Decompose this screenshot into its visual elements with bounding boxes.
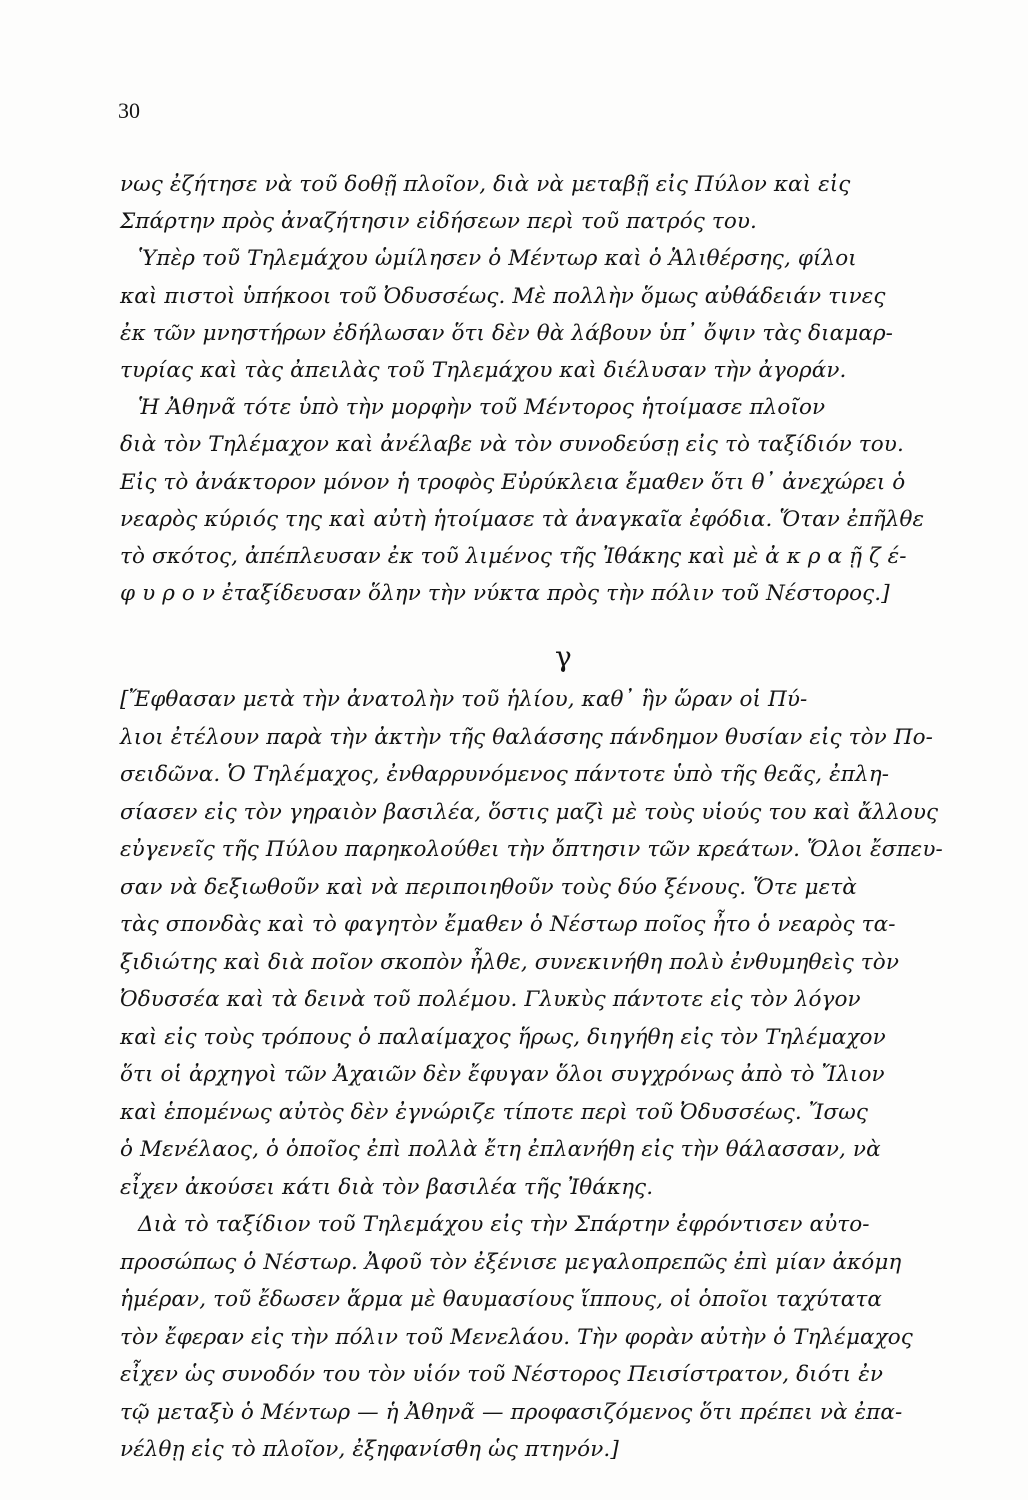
text-line: λιοι ἐτέλουν παρὰ τὴν ἀκτὴν τῆς θαλάσσης πάνδημον θυσίαν εἰς τὸν Πο- (120, 724, 934, 750)
text-line: τυρίας καὶ τὰς ἀπειλὰς τοῦ Τηλεμάχου καὶ διέλυσαν τὴν ἀγοράν. (120, 358, 847, 383)
text-line: τῷ μεταξὺ ὁ Μέντωρ — ἡ Ἀθηνᾶ — προφασιζόμενος ὅτι πρέπει νὰ ἐπα- (120, 1399, 903, 1425)
text-line: τὸ σκότος, ἀπέπλευσαν ἐκ τοῦ λιμένος τῆς Ἰθάκης καὶ μὲ ἀ κ ρ α ῇ ζ έ- (120, 544, 907, 569)
text-line: ἡμέραν, τοῦ ἔδωσεν ἅρμα μὲ θαυμασίους ἵππους, οἱ ὁποῖοι ταχύτατα (120, 1287, 883, 1312)
text-line: Εἰς τὸ ἀνάκτορον μόνον ἡ τροφὸς Εὐρύκλεια ἔμαθεν ὅτι θ᾽ ἀνεχώρει ὁ (120, 469, 906, 495)
text-line: νως ἐζήτησε νὰ τοῦ δοθῇ πλοῖον, διὰ νὰ μεταβῇ εἰς Πύλον καὶ εἰς (120, 172, 851, 197)
text-line: νέλθῃ εἰς τὸ πλοῖον, ἐξηφανίσθη ὡς πτηνόν.] (120, 1437, 619, 1462)
text-line: Ὀδυσσέα καὶ τὰ δεινὰ τοῦ πολέμου. Γλυκὺς πάντοτε εἰς τὸν λόγον (120, 987, 861, 1012)
text-line: σαν νὰ δεξιωθοῦν καὶ νὰ περιποιηθοῦν τοὺς δύο ξένους. Ὅτε μετὰ (120, 874, 857, 900)
text-line: εἶχεν ἀκούσει κάτι διὰ τὸν βασιλέα τῆς Ἰθάκης. (120, 1174, 654, 1200)
text-line: Ἡ Ἀθηνᾶ τότε ὑπὸ τὴν μορφὴν τοῦ Μέντορος ἡτοίμασε πλοῖον (138, 395, 826, 421)
text-line: Σπάρτην πρὸς ἀναζήτησιν εἰδήσεων περὶ τοῦ πατρός του. (120, 209, 757, 235)
text-line: [Ἔφθασαν μετὰ τὴν ἀνατολὴν τοῦ ἡλίου, καθ᾽ ἣν ὥραν οἱ Πύ- (120, 687, 808, 712)
text-line: ὅτι οἱ ἀρχηγοὶ τῶν Ἀχαιῶν δὲν ἔφυγαν ὅλοι συγχρόνως ἀπὸ τὸ Ἴλιον (120, 1062, 885, 1087)
section-marker: γ (555, 640, 572, 673)
text-line: διὰ τὸν Τηλέμαχον καὶ ἀνέλαβε νὰ τὸν συνοδεύσῃ εἰς τὸ ταξίδιόν του. (120, 432, 904, 458)
page-number: 30 (118, 98, 140, 123)
text-line: καὶ εἰς τοὺς τρόπους ὁ παλαίμαχος ἥρως, διηγήθη εἰς τὸν Τηλέμαχον (120, 1024, 886, 1050)
text-line: Διὰ τὸ ταξίδιον τοῦ Τηλεμάχου εἰς τὴν Σπάρτην ἐφρόντισεν αὐτο- (138, 1212, 870, 1237)
text-line: τὰς σπονδὰς καὶ τὸ φαγητὸν ἔμαθεν ὁ Νέστωρ ποῖος ἦτο ὁ νεαρὸς τα- (120, 912, 896, 937)
text-line: Ὑπὲρ τοῦ Τηλεμάχου ὡμίλησεν ὁ Μέντωρ καὶ ὁ Ἁλιθέρσης, φίλοι (138, 246, 857, 272)
text-line: ξιδιώτης καὶ διὰ ποῖον σκοπὸν ἦλθε, συνεκινήθη πολὺ ἐνθυμηθεὶς τὸν (120, 949, 900, 975)
text-line: σίασεν εἰς τὸν γηραιὸν βασιλέα, ὅστις μαζὶ μὲ τοὺς υἱούς του καὶ ἄλλους (120, 799, 939, 825)
text-line: σειδῶνα. Ὁ Τηλέμαχος, ἐνθαρρυνόμενος πάντοτε ὑπὸ τῆς θεᾶς, ἐπλη- (120, 762, 890, 787)
text-line: προσώπως ὁ Νέστωρ. Ἀφοῦ τὸν ἐξένισε μεγαλοπρεπῶς ἐπὶ μίαν ἀκόμη (120, 1249, 902, 1275)
text-line: καὶ ἑπομένως αὐτὸς δὲν ἐγνώριζε τίποτε περὶ τοῦ Ὀδυσσέως. Ἴσως (120, 1099, 869, 1125)
text-line: καὶ πιστοὶ ὑπήκοοι τοῦ Ὀδυσσέως. Μὲ πολλὴν ὅμως αὐθάδειάν τινες (120, 283, 886, 309)
text-line: εἶχεν ὡς συνοδόν του τὸν υἱόν τοῦ Νέστορος Πεισίστρατον, διότι ἐν (120, 1362, 884, 1387)
text-line: ἐκ τῶν μνηστήρων ἐδήλωσαν ὅτι δὲν θὰ λάβουν ὑπ᾽ ὄψιν τὰς διαμαρ- (120, 320, 894, 346)
text-line: φ υ ρ ο ν ἐταξίδευσαν ὅλην τὴν νύκτα πρὸς τὴν πόλιν τοῦ Νέστορος.] (120, 581, 890, 607)
text-line: τὸν ἔφεραν εἰς τὴν πόλιν τοῦ Μενελάου. Τὴν φορὰν αὐτὴν ὁ Τηλέμαχος (120, 1324, 913, 1350)
text-line: νεαρὸς κύριός της καὶ αὐτὴ ἡτοίμασε τὰ ἀναγκαῖα ἐφόδια. Ὅταν ἐπῆλθε (120, 506, 925, 532)
text-line: εὐγενεῖς τῆς Πύλου παρηκολούθει τὴν ὄπτησιν τῶν κρεάτων. Ὅλοι ἔσπευ- (120, 837, 943, 862)
text-line: ὁ Μενέλαος, ὁ ὁποῖος ἐπὶ πολλὰ ἔτη ἐπλανήθη εἰς τὴν θάλασσαν, νὰ (120, 1137, 881, 1162)
